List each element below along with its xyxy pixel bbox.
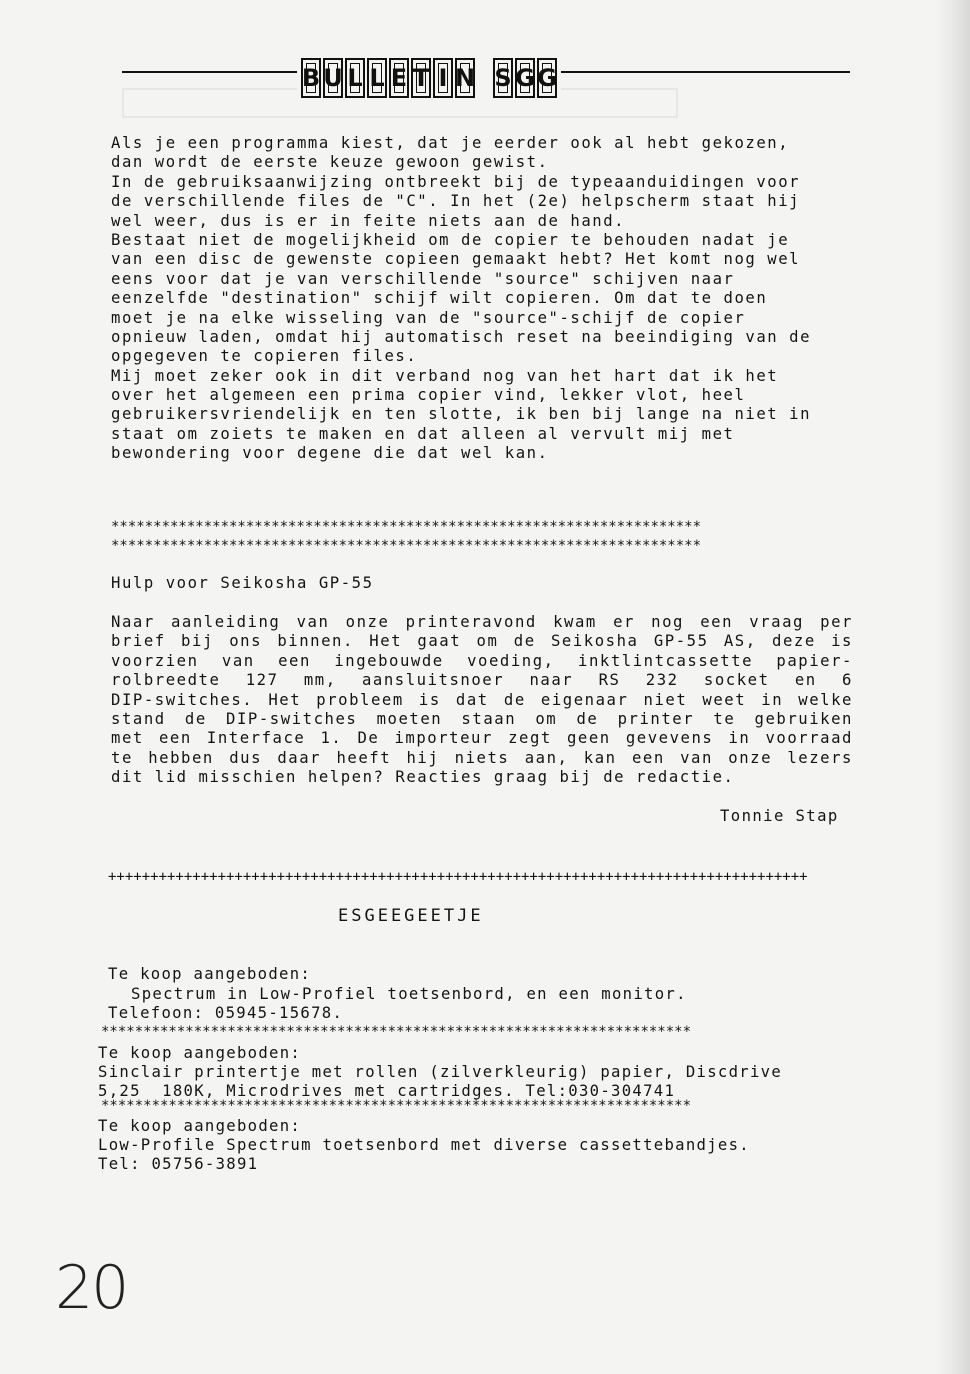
article-title: Hulp voor Seikosha GP-55 <box>111 574 374 592</box>
classified-ad <box>98 1117 750 1174</box>
text-line: opgegeven te copieren files. <box>111 347 418 366</box>
ad-heading: Te koop aangeboden: <box>98 1117 302 1135</box>
masthead-letter: I <box>433 58 453 98</box>
masthead-letter: T <box>411 58 431 98</box>
masthead-letter: L <box>345 58 365 98</box>
text-line: Mij moet zeker ook in dit verband nog van het hart dat ik het <box>111 366 779 385</box>
text-line: moet je na elke wisseling van de "source"-schijf de copier <box>111 308 746 327</box>
masthead-logo <box>297 58 561 102</box>
text-line: Als je een programma kiest, dat je eerder ook al hebt gekozen, <box>111 134 790 152</box>
plus-separator: +++++++++++++++++++++++++++++++++++++++++++++++++++++++++++++++++++++++++++++++++++ <box>108 869 808 885</box>
masthead-letter: G <box>515 58 535 98</box>
masthead-letter: E <box>389 58 409 98</box>
ad-text: Spectrum in Low-Profiel toetsenbord, en een monitor. <box>131 985 687 1003</box>
ad-text: Low-Profile Spectrum toetsenbord met diverse cassettebandjes. <box>98 1136 750 1154</box>
masthead-letter: N <box>455 58 475 98</box>
classified-ad <box>98 1044 782 1101</box>
page-edge-shadow <box>935 0 970 1374</box>
ad-text: 5,25 180K, Microdrives met cartridges. Tel:030-304741 <box>98 1082 676 1100</box>
text-line: opnieuw laden, omdat hij automatisch reset na beeindiging van de <box>111 327 812 346</box>
ad-phone: Telefoon: 05945-15678. <box>108 1004 344 1022</box>
masthead-letter: G <box>537 58 557 98</box>
star-separator: ********************************************************************** <box>111 538 702 554</box>
text-line: eens voor dat je van verschillende "source" schijven naar <box>111 269 735 288</box>
section-title: ESGEEGEETJE <box>338 906 484 926</box>
page-number: 20 <box>55 1253 128 1323</box>
text-line: stand de DIP-switches moeten staan om de printer te gebruiken <box>111 709 853 728</box>
ad-heading: Te koop aangeboden: <box>108 965 312 983</box>
star-separator: ********************************************************************** <box>111 519 702 535</box>
star-separator: ********************************************************************** <box>101 1098 692 1114</box>
masthead-letter: B <box>301 58 321 98</box>
text-line: de verschillende files de "C". In het (2e) helpscherm staat hij <box>111 192 801 211</box>
seikosha-article-body <box>111 613 853 788</box>
text-line: voorzien van een ingebouwde voeding, inktlintcassette papier- <box>111 651 853 670</box>
masthead-letter: L <box>367 58 387 98</box>
text-line: brief bij ons binnen. Het gaat om de Seikosha GP-55 AS, deze is <box>111 632 853 651</box>
text-line: over het algemeen een prima copier vind, lekker vlot, heel <box>111 386 746 405</box>
text-line: dan wordt de eerste keuze gewoon gewist. <box>111 153 549 172</box>
copier-review-paragraph <box>111 134 859 464</box>
text-line: dit lid misschien helpen? Reacties graag bij de redactie. <box>111 768 735 787</box>
text-line: In de gebruiksaanwijzing ontbreekt bij de typeaanduidingen voor <box>111 172 801 191</box>
text-line: gebruikersvriendelijk en ten slotte, ik ben bij lange na niet in <box>111 405 812 424</box>
ad-phone: Tel: 05756-3891 <box>98 1155 259 1173</box>
masthead-letter: S <box>493 58 513 98</box>
text-line: rolbreedte 127 mm, aansluitsnoer naar RS 232 socket en 6 <box>111 671 853 690</box>
text-line: eenzelfde "destination" schijf wilt copieren. Om dat te doen <box>111 289 768 308</box>
text-line: wel weer, dus is er in feite niets aan de hand. <box>111 211 626 230</box>
masthead-space <box>477 58 491 98</box>
masthead-letter: U <box>323 58 343 98</box>
text-line: te hebben dus daar heeft hij niets aan, kan een van onze lezers <box>111 748 853 767</box>
text-line: Bestaat niet de mogelijkheid om de copier te behouden nadat je <box>111 230 790 249</box>
text-line: met een Interface 1. De importeur zegt geen gevevens in voorraad <box>111 729 853 748</box>
author-signature: Tonnie Stap <box>720 807 839 825</box>
text-line: Naar aanleiding van onze printeravond kwam er nog een vraag per <box>111 613 853 631</box>
ad-heading: Te koop aangeboden: <box>98 1044 302 1062</box>
star-separator: ********************************************************************** <box>101 1024 692 1040</box>
text-line: DIP-switches. Het probleem is dat de eigenaar niet weet in welke <box>111 690 853 709</box>
text-line: van een disc de gewenste copieen gemaakt hebt? Het komt nog wel <box>111 250 801 269</box>
ad-text: Sinclair printertje met rollen (zilverkleurig) papier, Discdrive <box>98 1063 783 1081</box>
text-line: bewondering voor degene die dat wel kan. <box>111 444 549 463</box>
text-line: staat om zoiets te maken en dat alleen al vervult mij met <box>111 424 735 443</box>
